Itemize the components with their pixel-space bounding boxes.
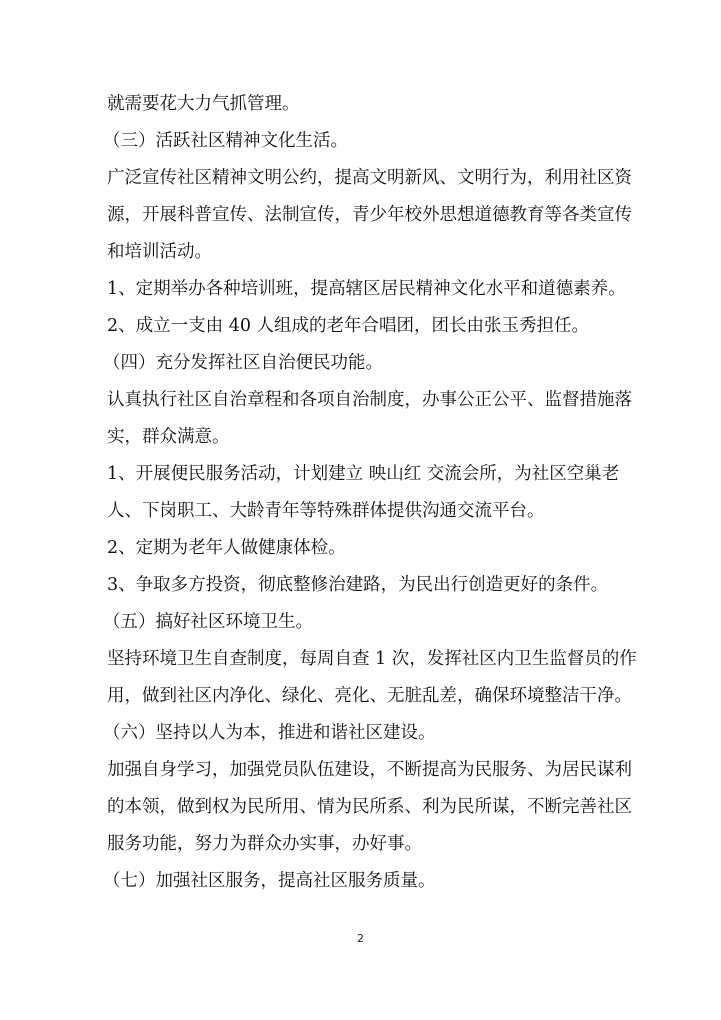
paragraph-line: 服务功能，努力为群众办实事，办好事。 [107, 834, 422, 854]
list-item: 2、成立一支由 40 人组成的老年合唱团，团长由张玉秀担任。 [107, 316, 590, 336]
paragraph-line: 就需要花大力气抓管理。 [107, 94, 300, 114]
list-item: 1、定期举办各种培训班，提高辖区居民精神文化水平和道德素养。 [107, 279, 626, 299]
list-item: 1、开展便民服务活动，计划建立 映山红 交流会所，为社区空巢老 [107, 464, 620, 484]
section-heading: （三）活跃社区精神文化生活。 [103, 131, 348, 151]
document-body [103, 86, 637, 900]
section-heading: （五）搞好社区环境卫生。 [103, 612, 313, 632]
list-item: 3、争取多方投资，彻底整修治建路，为民出行创造更好的条件。 [107, 575, 609, 595]
paragraph-line: 人、下岗职工、大龄青年等特殊群体提供沟通交流平台。 [107, 501, 545, 521]
paragraph-line: 认真执行社区自治章程和各项自治制度，办事公正公平、监督措施落 [107, 390, 632, 410]
paragraph-line: 的本领，做到权为民所用、情为民所系、利为民所谋，不断完善社区 [107, 797, 632, 817]
section-heading: （四）充分发挥社区自治便民功能。 [103, 353, 383, 373]
paragraph-line: 用，做到社区内净化、绿化、亮化、无脏乱差，确保环境整洁干净。 [107, 686, 632, 706]
paragraph-line: 实，群众满意。 [107, 427, 230, 447]
section-heading: （六）坚持以人为本，推进和谐社区建设。 [103, 723, 436, 743]
paragraph-line: 坚持环境卫生自查制度，每周自查 1 次，发挥社区内卫生监督员的作 [107, 649, 637, 669]
section-heading: （七）加强社区服务，提高社区服务质量。 [103, 871, 436, 891]
paragraph-line: 加强自身学习，加强党员队伍建设，不断提高为民服务、为居民谋利 [107, 760, 632, 780]
paragraph-line: 广泛宣传社区精神文明公约，提高文明新风、文明行为，利用社区资 [107, 168, 632, 188]
paragraph-line: 源，开展科普宣传、法制宣传，青少年校外思想道德教育等各类宣传 [107, 205, 632, 225]
list-item: 2、定期为老年人做健康体检。 [107, 538, 346, 558]
paragraph-line: 和培训活动。 [107, 242, 212, 262]
page-number: 2 [357, 932, 364, 945]
